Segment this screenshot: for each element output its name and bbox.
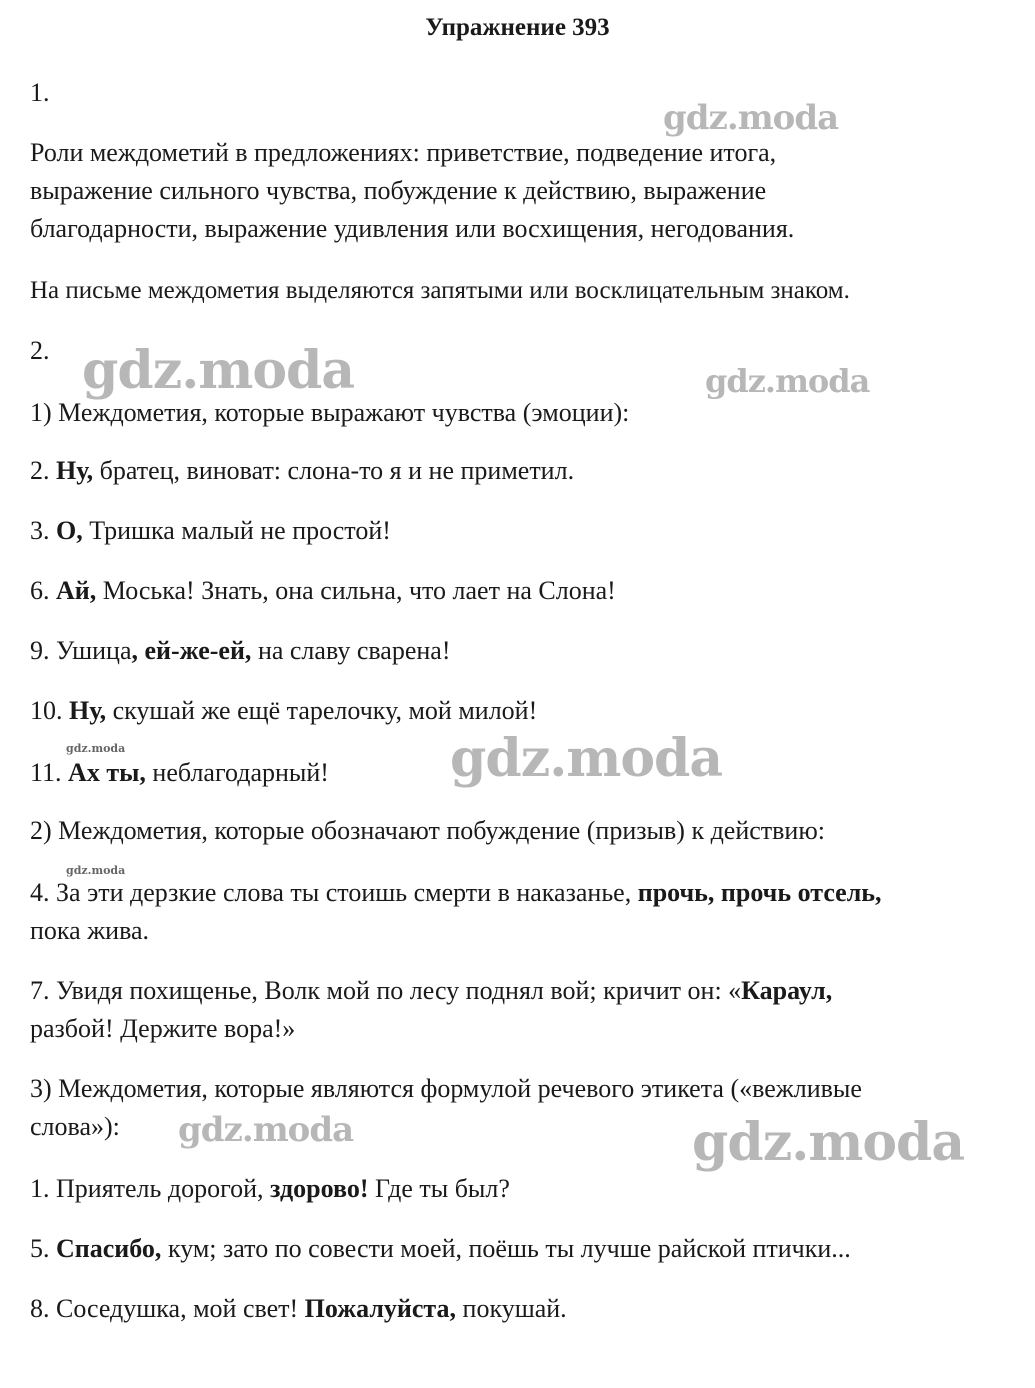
watermark: gdz.moda (82, 340, 355, 401)
watermark: gdz.moda (663, 98, 839, 138)
roles-line-2: выражение сильного чувства, побуждение к действию, выражение (30, 176, 767, 205)
example-line: 11. Ах ты, неблагодарный! (30, 758, 329, 787)
example-line: 3. О, Тришка малый не простой! (30, 516, 391, 545)
watermark: gdz.moda (692, 1112, 965, 1173)
part1-number: 1. (30, 78, 50, 107)
example-line: 2. Ну, братец, виноват: слона-то я и не приметил. (30, 456, 575, 485)
group3-heading-1: 3) Междометия, которые являются формулой речевого этикета («вежливые (30, 1074, 862, 1103)
watermark: gdz.moda (705, 362, 870, 400)
example-line: 1. Приятель дорогой, здорово! Где ты был? (30, 1174, 510, 1203)
example-line: 8. Соседушка, мой свет! Пожалуйста, покушай. (30, 1294, 567, 1323)
watermark-small: gdz.moda (66, 864, 126, 877)
part2-number: 2. (30, 336, 50, 365)
group2-heading: 2) Междометия, которые обозначают побуждение (призыв) к действию: (30, 816, 825, 845)
example-line-cont: разбой! Держите вора!» (30, 1014, 296, 1043)
group1-heading: 1) Междометия, которые выражают чувства (эмоции): (30, 398, 630, 427)
example-line: 6. Ай, Моська! Знать, она сильна, что лает на Слона! (30, 576, 616, 605)
example-line: 10. Ну, скушай же ещё тарелочку, мой милой! (30, 696, 538, 725)
watermark: gdz.moda (450, 728, 723, 789)
roles-line-1: Роли междометий в предложениях: приветствие, подведение итога, (30, 138, 777, 167)
watermark-small: gdz.moda (66, 742, 126, 755)
page-title: Упражнение 393 (425, 14, 610, 41)
roles-line-3: благодарности, выражение удивления или восхищения, негодования. (30, 214, 795, 243)
punctuation-rule: На письме междометия выделяются запятыми или восклицательным знаком. (30, 277, 850, 304)
example-line: 5. Спасибо, кум; зато по совести моей, поёшь ты лучше райской птички... (30, 1234, 851, 1263)
example-line: 7. Увидя похищенье, Волк мой по лесу поднял вой; кричит он: «Караул, (30, 976, 833, 1005)
example-line: 4. За эти дерзкие слова ты стоишь смерти в наказанье, прочь, прочь отсель, (30, 878, 882, 907)
group3-heading-2: слова»): (30, 1112, 120, 1141)
watermark: gdz.moda (178, 1110, 354, 1150)
example-line: 9. Ушица, ей-же-ей, на славу сварена! (30, 636, 451, 665)
example-line-cont: пока жива. (30, 916, 150, 945)
